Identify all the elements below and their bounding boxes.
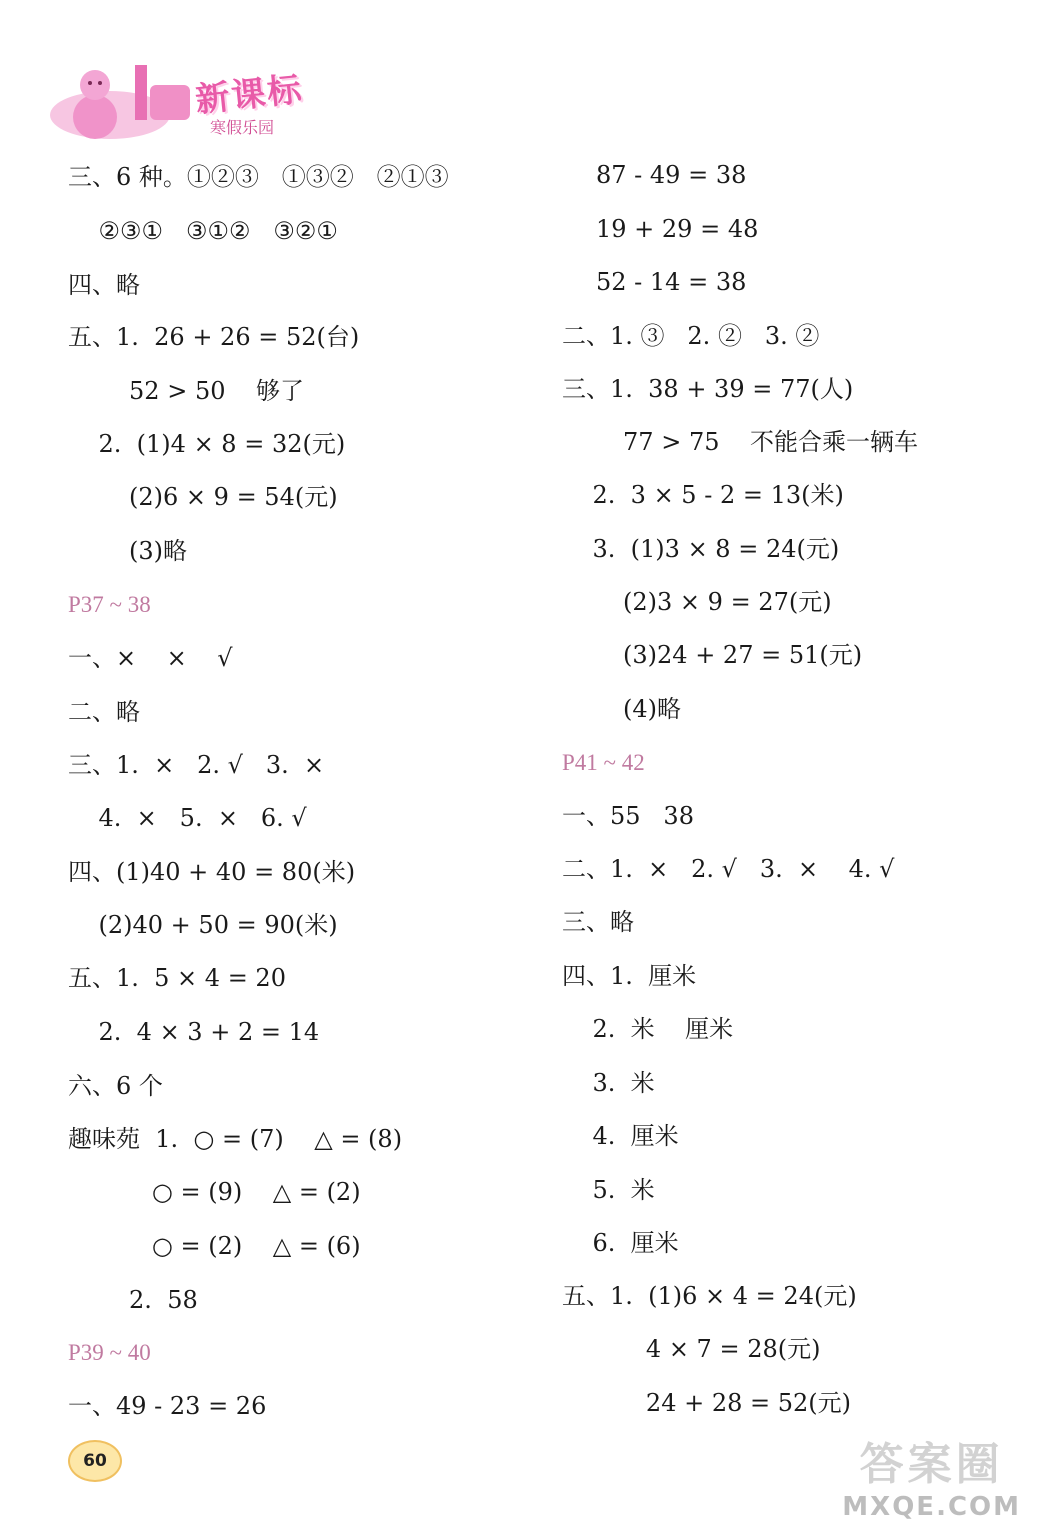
answer-line: 2. (1)4 × 8 = 32(元) xyxy=(68,430,346,458)
answer-line: 4. 厘米 xyxy=(562,1122,679,1150)
answer-line: 三、1. 38 + 39 = 77(人) xyxy=(562,375,854,403)
answer-line: (3)略 xyxy=(68,537,188,565)
answer-line: 三、6 种。①②③ ①③② ②①③ xyxy=(68,163,449,191)
answer-line: 一、55 38 xyxy=(562,802,694,830)
snowman-icon xyxy=(50,55,200,145)
answer-line: 五、1. 5 × 4 = 20 xyxy=(68,964,286,992)
page-number: 60 xyxy=(68,1440,122,1482)
answer-line: 4 × 7 = 28(元) xyxy=(562,1335,821,1363)
answer-line: (2)40 + 50 = 90(米) xyxy=(68,911,338,939)
answer-line: 5. 米 xyxy=(562,1176,655,1204)
answer-line: 趣味苑 1. ○ = (7) △ = (8) xyxy=(68,1125,403,1153)
answer-line: 4. × 5. × 6. √ xyxy=(68,804,307,832)
answer-line: (3)24 + 27 = 51(元) xyxy=(562,641,863,669)
answer-line: 77 > 75 不能合乘一辆车 xyxy=(562,428,918,456)
watermark-url: MXQE.COM xyxy=(842,1492,1021,1522)
answer-line: 一、× × √ xyxy=(68,644,233,672)
answer-line: 52 - 14 = 38 xyxy=(596,268,747,296)
answer-line: ②③① ③①② ③②① xyxy=(68,217,338,245)
answer-line: 2. 58 xyxy=(68,1286,198,1314)
answer-line: 2. 米 厘米 xyxy=(562,1015,734,1043)
answer-line: 二、1. × 2. √ 3. × 4. √ xyxy=(562,855,895,883)
watermark xyxy=(842,1428,1021,1522)
answer-line: 三、1. × 2. √ 3. × xyxy=(68,751,325,779)
answer-line: 一、49 - 23 = 26 xyxy=(68,1392,267,1420)
answer-line: 二、略 xyxy=(68,698,140,726)
answer-line: 五、1. 26 + 26 = 52(台) xyxy=(68,323,360,351)
section-heading: P41 ~ 42 xyxy=(562,750,645,775)
answer-line: 六、6 个 xyxy=(68,1072,163,1100)
answer-line: (2)6 × 9 = 54(元) xyxy=(68,483,338,511)
answer-line: 四、略 xyxy=(68,271,140,299)
answer-line: 三、略 xyxy=(562,908,634,936)
answer-line: 24 + 28 = 52(元) xyxy=(562,1389,851,1417)
section-heading: P37 ~ 38 xyxy=(68,592,151,617)
answer-line: 五、1. (1)6 × 4 = 24(元) xyxy=(562,1282,857,1310)
answer-line: 四、1. 厘米 xyxy=(562,962,697,990)
answer-line: 52 > 50 够了 xyxy=(68,377,304,405)
answer-line: 四、(1)40 + 40 = 80(米) xyxy=(68,858,356,886)
section-heading: P39 ~ 40 xyxy=(68,1340,151,1365)
answer-line: 2. 3 × 5 - 2 = 13(米) xyxy=(562,481,844,509)
answer-line: 19 + 29 = 48 xyxy=(596,215,759,243)
answer-line: ○ = (2) △ = (6) xyxy=(68,1232,361,1260)
header-logo xyxy=(50,55,320,145)
answer-line: ○ = (9) △ = (2) xyxy=(68,1178,361,1206)
answer-line: (4)略 xyxy=(562,695,682,723)
answer-line: 3. 米 xyxy=(562,1069,655,1097)
answer-line: 87 - 49 = 38 xyxy=(596,161,747,189)
logo-subtitle: 寒假乐园 xyxy=(210,118,275,137)
answer-line: 6. 厘米 xyxy=(562,1229,679,1257)
answer-line: 二、1. ③ 2. ② 3. ② xyxy=(562,322,820,350)
watermark-title: 答案圈 xyxy=(859,1439,1004,1490)
logo-title: 新课标 xyxy=(193,69,306,121)
answer-line: 2. 4 × 3 + 2 = 14 xyxy=(68,1018,320,1046)
answer-line: (2)3 × 9 = 27(元) xyxy=(562,588,832,616)
answer-line: 3. (1)3 × 8 = 24(元) xyxy=(562,535,840,563)
